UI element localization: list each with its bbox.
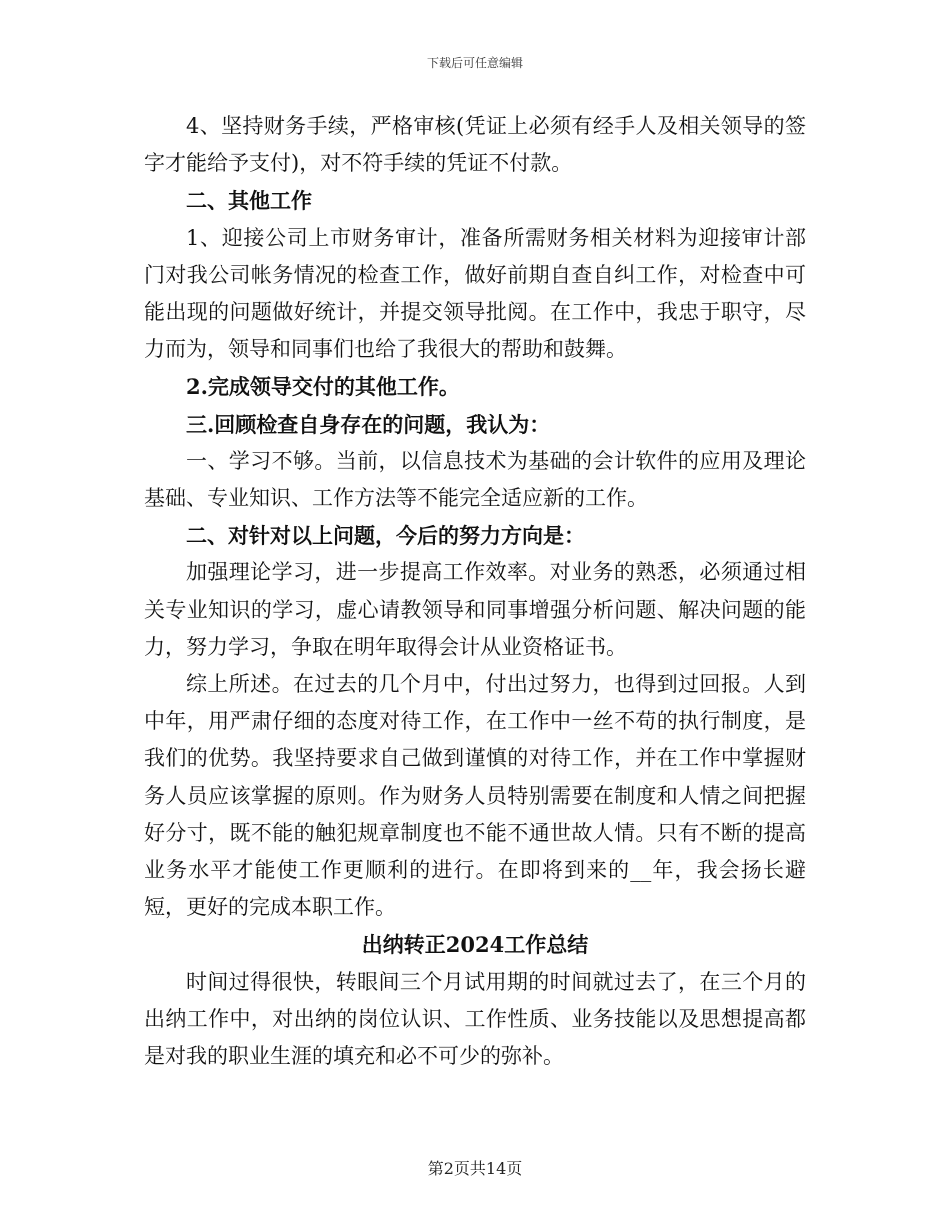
section-heading-review-problems: 三.回顾检查自身存在的问题，我认为： [186,411,551,437]
paragraph-strengthen-theory: 加强理论学习，进一步提高工作效率。对业务的熟悉，必须通过相关专业知识的学习，虚心请教领导和同事增强分析问题、解决问题的能力，努力学习，争取在明年取得会计从业资格证书。 [144,560,806,659]
heading-other-tasks: 2.完成领导交付的其他工作。 [186,374,460,400]
paragraph-insufficient-study: 一、学习不够。当前，以信息技术为基础的会计软件的应用及理论基础、专业知识、工作方法等不能完全适应新的工作。 [144,448,806,511]
section-heading-improvement-direction: 二、对针对以上问题，今后的努力方向是： [186,523,585,549]
paragraph-intro-probation: 时间过得很快，转眼间三个月试用期的时间就过去了，在三个月的出纳工作中，对出纳的岗位认识、工作性质、业务技能以及思想提高都是对我的职业生涯的填充和必不可少的弥补。 [144,969,806,1069]
paragraph-conclusion: 综上所述。在过去的几个月中，付出过努力，也得到过回报。人到中年，用严肃仔细的态度对待工作，在工作中一丝不苟的执行制度，是我们的优势。我坚持要求自己做到谨慎的对待工作，并在工作中掌握财务人员应该掌握的原则。作为财务人员特别需要在制度和人情之间把握好分寸，既不能的触犯规章制度也不能不通世故人情。只有不断的提高业务水平才能使工作更顺利的进行。在即将到来的__年，我会扬长避短，更好的完成本职工作。 [144,672,806,920]
section-heading-other-work: 二、其他工作 [186,188,312,214]
document-body [144,108,806,1075]
document-title: 出纳转正2024工作总结 [361,932,589,958]
page-number-footer: 第2页共14页 [427,1159,523,1178]
paragraph-audit-preparation: 1、迎接公司上市财务审计，准备所需财务相关材料为迎接审计部门对我公司帐务情况的检查工作，做好前期自查自纠工作，对检查中可能出现的问题做好统计，并提交领导批阅。在工作中，我忠于职守，尽力而为，领导和同事们也给了我很大的帮助和鼓舞。 [144,225,806,362]
page-header-note: 下载后可任意编辑 [426,56,523,70]
paragraph-audit-procedure: 4、坚持财务手续，严格审核(凭证上必须有经手人及相关领导的签字才能给予支付)，对不符手续的凭证不付款。 [144,114,806,176]
